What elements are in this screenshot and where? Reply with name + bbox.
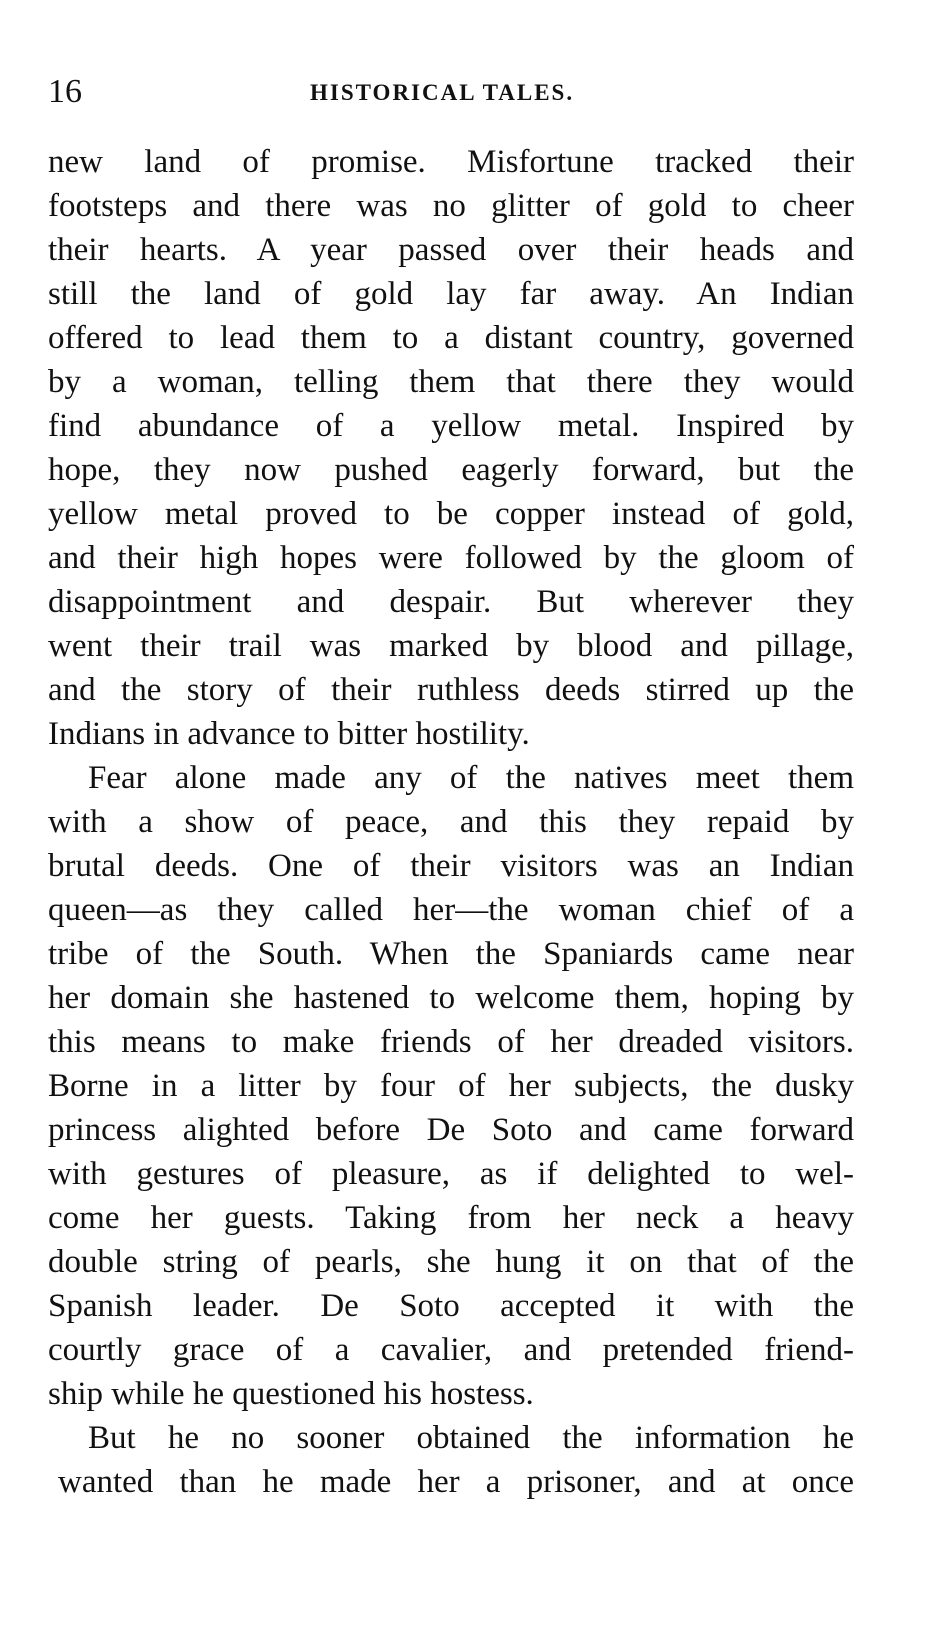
text-line: disappointment and despair. But wherever they bbox=[48, 584, 854, 620]
running-head bbox=[48, 72, 858, 112]
text-line: offered to lead them to a distant country, governed bbox=[48, 320, 854, 356]
paragraph-2 bbox=[48, 756, 854, 1416]
text-line: by a woman, telling them that there they would bbox=[48, 364, 854, 400]
text-line: and their high hopes were followed by the gloom of bbox=[48, 540, 854, 576]
text-line: Spanish leader. De Soto accepted it with the bbox=[48, 1288, 854, 1324]
text-line: this means to make friends of her dreaded visitors. bbox=[48, 1024, 854, 1060]
text-line: her domain she hastened to welcome them, hoping by bbox=[48, 980, 854, 1016]
text-line: queen—as they called her—the woman chief of a bbox=[48, 892, 854, 928]
text-line: come her guests. Taking from her neck a heavy bbox=[48, 1200, 854, 1236]
text-line: tribe of the South. When the Spaniards came near bbox=[48, 936, 854, 972]
text-line: wanted than he made her a prisoner, and at once bbox=[58, 1464, 854, 1500]
text-line: footsteps and there was no glitter of gold to cheer bbox=[48, 188, 854, 224]
text-line: brutal deeds. One of their visitors was an Indian bbox=[48, 848, 854, 884]
text-line: with a show of peace, and this they repaid by bbox=[48, 804, 854, 840]
text-line: double string of pearls, she hung it on that of the bbox=[48, 1244, 854, 1280]
text-line: courtly grace of a cavalier, and pretended friend- bbox=[48, 1332, 854, 1368]
text-line: with gestures of pleasure, as if delighted to wel- bbox=[48, 1156, 854, 1192]
text-line: ship while he questioned his hostess. bbox=[48, 1376, 534, 1412]
text-line: hope, they now pushed eagerly forward, but the bbox=[48, 452, 854, 488]
paragraph-3 bbox=[48, 1416, 854, 1504]
text-line: new land of promise. Misfortune tracked their bbox=[48, 144, 854, 180]
text-line: went their trail was marked by blood and pillage, bbox=[48, 628, 854, 664]
text-line: find abundance of a yellow metal. Inspired by bbox=[48, 408, 854, 444]
text-line: and the story of their ruthless deeds stirred up the bbox=[48, 672, 854, 708]
text-line: Indians in advance to bitter hostility. bbox=[48, 716, 530, 752]
text-line: But he no sooner obtained the information he bbox=[88, 1420, 854, 1456]
body-text bbox=[48, 140, 854, 1504]
text-line: yellow metal proved to be copper instead of gold, bbox=[48, 496, 854, 532]
text-line: their hearts. A year passed over their heads and bbox=[48, 232, 854, 268]
running-title: HISTORICAL TALES. bbox=[310, 80, 575, 105]
paragraph-1 bbox=[48, 140, 854, 756]
text-line: still the land of gold lay far away. An Indian bbox=[48, 276, 854, 312]
text-line: Borne in a litter by four of her subjects, the dusky bbox=[48, 1068, 854, 1104]
text-line: princess alighted before De Soto and came forward bbox=[48, 1112, 854, 1148]
text-line: Fear alone made any of the natives meet them bbox=[88, 760, 854, 796]
page-number: 16 bbox=[48, 73, 82, 110]
